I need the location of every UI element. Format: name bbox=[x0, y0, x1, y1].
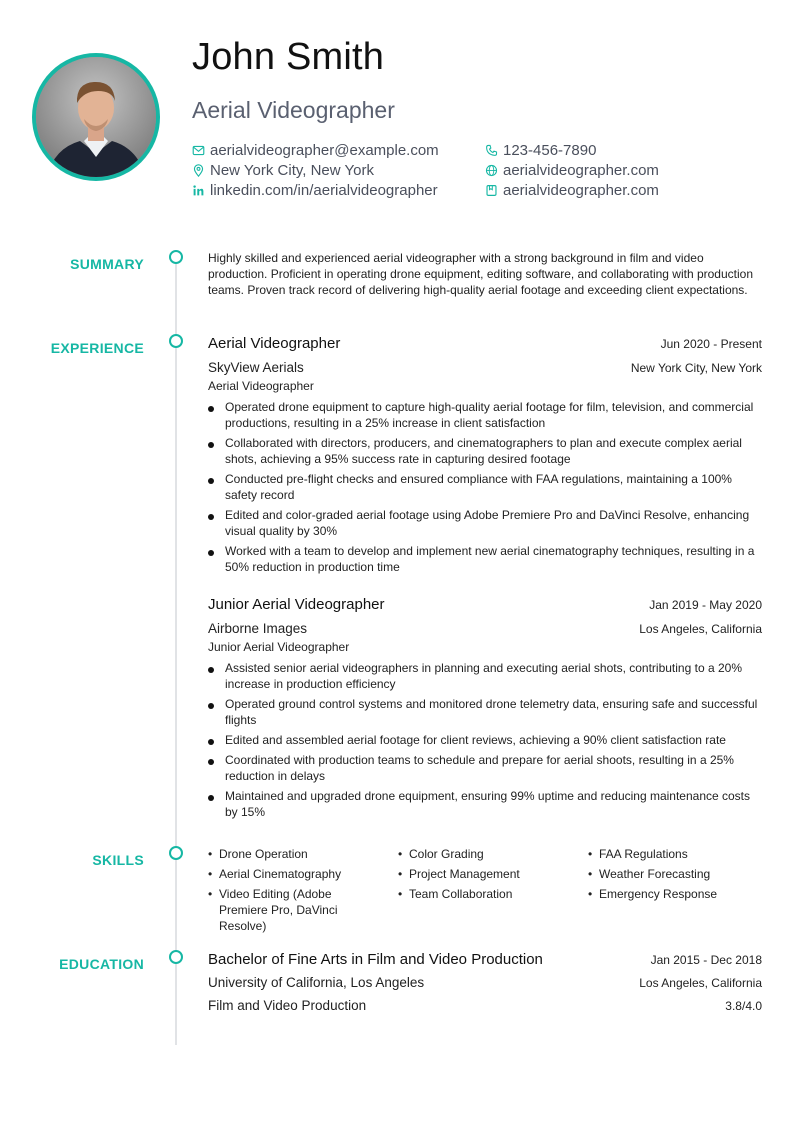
contact-location bbox=[192, 162, 374, 179]
skills-column bbox=[208, 846, 378, 938]
contact-linkedin[interactable] bbox=[192, 182, 438, 199]
phone-text: 123-456-7890 bbox=[503, 142, 597, 159]
job-bullets bbox=[208, 660, 762, 820]
contact-portfolio[interactable] bbox=[485, 182, 659, 199]
linkedin-icon bbox=[192, 184, 205, 197]
experience-entry bbox=[208, 335, 762, 579]
contact-phone[interactable] bbox=[485, 142, 596, 159]
skill-item: • Color Grading bbox=[398, 846, 568, 862]
contact-email[interactable] bbox=[192, 142, 439, 159]
mail-icon bbox=[192, 144, 205, 157]
email-text: aerialvideographer@example.com bbox=[210, 142, 439, 159]
job-role: Aerial Videographer bbox=[208, 379, 314, 393]
skills-heading: SKILLS bbox=[92, 852, 144, 868]
company-name: SkyView Aerials bbox=[208, 360, 304, 375]
job-dates: Jan 2019 - May 2020 bbox=[649, 598, 762, 612]
bullet-item: Collaborated with directors, producers, and cinematographers to plan and execute complex aerial shots, achieving a 95% success rate in capturing desired footage bbox=[208, 435, 762, 467]
skill-item: • Aerial Cinematography bbox=[208, 866, 378, 882]
skill-item: • Team Collaboration bbox=[398, 886, 568, 902]
profile-photo bbox=[32, 53, 160, 181]
skills-dot bbox=[169, 846, 183, 860]
summary-heading: SUMMARY bbox=[70, 256, 144, 272]
globe-icon bbox=[485, 164, 498, 177]
experience-dot bbox=[169, 334, 183, 348]
gpa: 3.8/4.0 bbox=[725, 999, 762, 1013]
skills-column bbox=[398, 846, 568, 906]
job-title: Aerial Videographer bbox=[208, 335, 341, 352]
skill-item: • Weather Forecasting bbox=[588, 866, 758, 882]
contact-website[interactable] bbox=[485, 162, 659, 179]
education-dates: Jan 2015 - Dec 2018 bbox=[650, 953, 762, 967]
candidate-title: Aerial Videographer bbox=[192, 97, 395, 123]
bullet-item: Worked with a team to develop and implement new aerial cinematography techniques, resulting in a 50% reduction in production time bbox=[208, 543, 762, 575]
field-of-study: Film and Video Production bbox=[208, 998, 367, 1013]
bullet-item: Edited and color-graded aerial footage using Adobe Premiere Pro and DaVinci Resolve, enhancing visual quality by 30% bbox=[208, 507, 762, 539]
summary-dot bbox=[169, 250, 183, 264]
phone-icon bbox=[485, 144, 498, 157]
skill-item: • Video Editing (Adobe Premiere Pro, DaVinci Resolve) bbox=[208, 886, 349, 934]
degree: Bachelor of Fine Arts in Film and Video Production bbox=[208, 951, 543, 968]
education-dot bbox=[169, 950, 183, 964]
skill-item: • Project Management bbox=[398, 866, 568, 882]
skill-item: • Emergency Response bbox=[588, 886, 758, 902]
job-role: Junior Aerial Videographer bbox=[208, 640, 350, 654]
location-text: New York City, New York bbox=[210, 162, 374, 179]
education-heading: EDUCATION bbox=[59, 956, 144, 972]
location-pin-icon bbox=[192, 164, 205, 177]
job-bullets bbox=[208, 399, 762, 575]
school-name: University of California, Los Angeles bbox=[208, 975, 425, 990]
company-name: Airborne Images bbox=[208, 621, 308, 636]
bullet-item: Maintained and upgraded drone equipment, ensuring 99% uptime and reducing maintenance costs by 15% bbox=[208, 788, 762, 820]
skill-item: • FAA Regulations bbox=[588, 846, 758, 862]
job-title: Junior Aerial Videographer bbox=[208, 596, 385, 613]
timeline-line bbox=[175, 260, 177, 1045]
education-entry bbox=[208, 951, 762, 1020]
job-dates: Jun 2020 - Present bbox=[660, 337, 762, 351]
skills-column bbox=[588, 846, 758, 906]
job-location: New York City, New York bbox=[630, 361, 762, 375]
experience-heading: EXPERIENCE bbox=[50, 340, 144, 356]
bullet-item: Assisted senior aerial videographers in planning and executing aerial shots, contributing to a 20% increase in production efficiency bbox=[208, 660, 762, 692]
candidate-name: John Smith bbox=[192, 36, 385, 78]
summary-text: Highly skilled and experienced aerial videographer with a strong background in film and video production. Proficient in operating drone equipment, editing software, and collaborating with production teams. Proven track record of delivering high-quality aerial footage and exceeding client expectations. bbox=[208, 251, 754, 297]
job-location: Los Angeles, California bbox=[639, 622, 762, 636]
website-text: aerialvideographer.com bbox=[503, 162, 659, 179]
bullet-item: Operated ground control systems and monitored drone telemetry data, ensuring safe and successful flights bbox=[208, 696, 762, 728]
linkedin-text: linkedin.com/in/aerialvideographer bbox=[210, 182, 438, 199]
bullet-item: Conducted pre-flight checks and ensured compliance with FAA regulations, maintaining a 100% safety record bbox=[208, 471, 762, 503]
skill-item: • Drone Operation bbox=[208, 846, 378, 862]
portfolio-icon bbox=[485, 184, 498, 197]
bullet-item: Coordinated with production teams to schedule and prepare for aerial shoots, resulting in a 25% reduction in delays bbox=[208, 752, 762, 784]
education-location: Los Angeles, California bbox=[639, 976, 762, 990]
bullet-item: Edited and assembled aerial footage for client reviews, achieving a 90% client satisfaction rate bbox=[208, 732, 762, 748]
experience-entry bbox=[208, 596, 762, 824]
portfolio-text: aerialvideographer.com bbox=[503, 182, 659, 199]
bullet-item: Operated drone equipment to capture high-quality aerial footage for film, television, and commercial productions, resulting in a 25% increase in client satisfaction bbox=[208, 399, 762, 431]
